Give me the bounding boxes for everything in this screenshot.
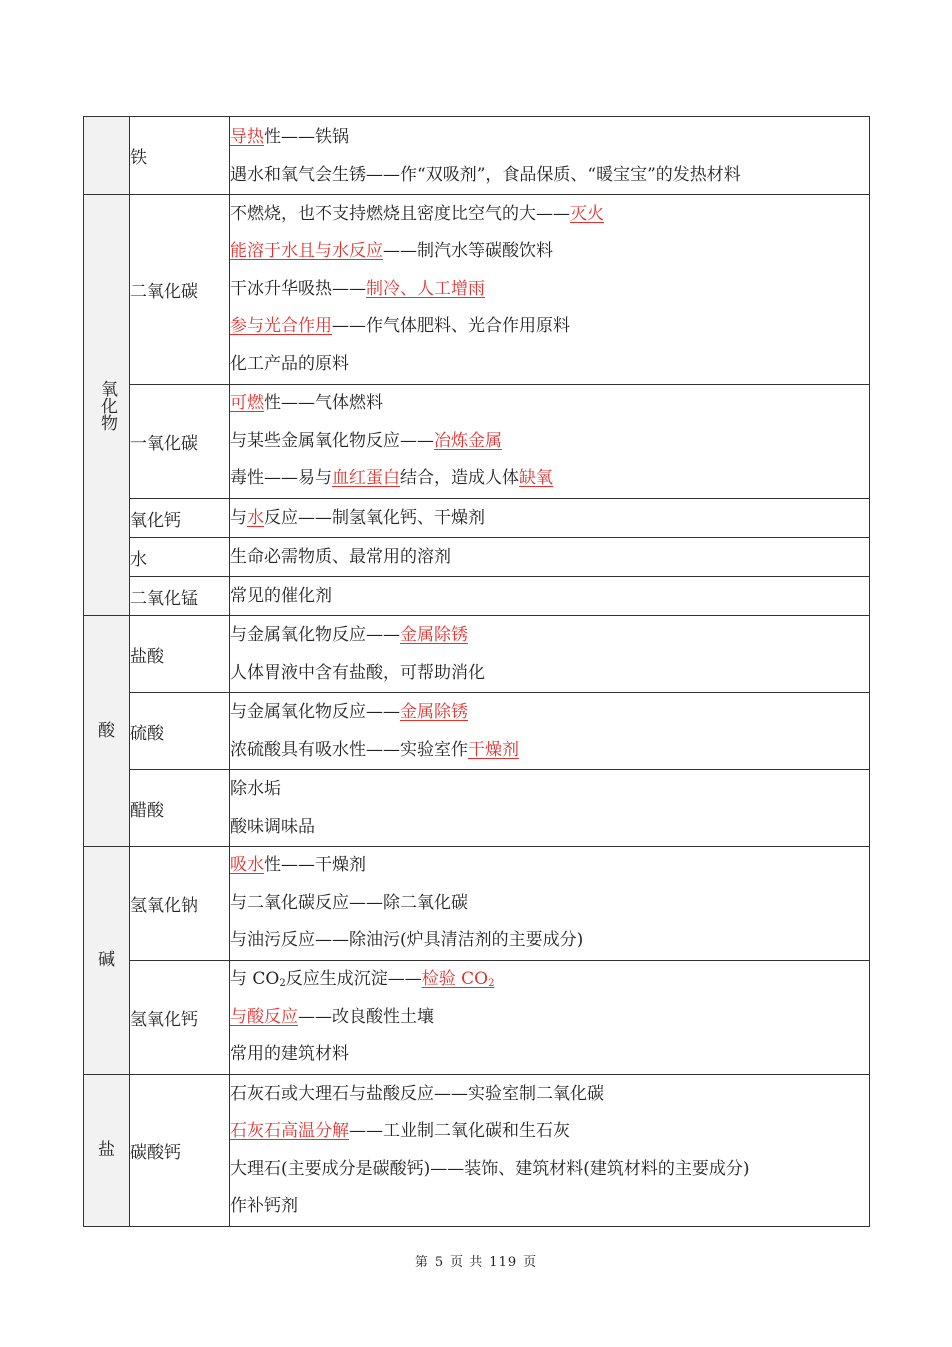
substance-name: 一氧化碳 [130,385,230,499]
usage-cell: 石灰石或大理石与盐酸反应——实验室制二氧化碳 石灰石高温分解——工业制二氧化碳和生石灰 大理石(主要成分是碳酸钙)——装饰、建筑材料(建筑材料的主要成分) 作补钙剂 [230,1075,870,1227]
table-row [84,770,870,847]
usage-cell: 常见的催化剂 [230,577,870,616]
usage-cell: 吸水性——干燥剂 与二氧化碳反应——除二氧化碳 与油污反应——除油污(炉具清洁剂的主要成分) [230,847,870,961]
substance-name: 水 [130,538,230,577]
category-base: 碱 [84,847,130,1075]
usage-cell: 与金属氧化物反应——金属除锈 浓硫酸具有吸水性——实验室作干燥剂 [230,693,870,770]
knowledge-table [83,116,870,1227]
table-row [84,195,870,385]
category-acid: 酸 [84,616,130,847]
usage-cell: 与 CO2反应生成沉淀——检验 CO2 与酸反应——改良酸性土壤 常用的建筑材料 [230,961,870,1075]
substance-name: 氢氧化钙 [130,961,230,1075]
substance-name: 铁 [130,117,230,195]
table-row [84,616,870,693]
page-number: 5 [434,1255,445,1270]
usage-cell: 与水反应——制氢氧化钙、干燥剂 [230,499,870,538]
substance-name: 盐酸 [130,616,230,693]
substance-name: 氧化钙 [130,499,230,538]
usage-cell: 导热性——铁锅 遇水和氧气会生锈——作“双吸剂”，食品保质、“暖宝宝”的发热材料 [230,117,870,195]
table-row [84,538,870,577]
usage-cell: 不燃烧，也不支持燃烧且密度比空气的大——灭火 能溶于水且与水反应——制汽水等碳酸饮料 干冰升华吸热——制冷、人工增雨 参与光合作用——作气体肥料、光合作用原料 化工产品的原料 [230,195,870,385]
table-row [84,961,870,1075]
table-row [84,117,870,195]
substance-name: 醋酸 [130,770,230,847]
usage-cell: 可燃性——气体燃料 与某些金属氧化物反应——冶炼金属 毒性——易与血红蛋白结合，造成人体缺氧 [230,385,870,499]
page-total: 119 [489,1255,518,1270]
category-oxide [84,195,130,616]
substance-name: 二氧化锰 [130,577,230,616]
category-salt: 盐 [84,1075,130,1227]
table-row [84,385,870,499]
substance-name: 碳酸钙 [130,1075,230,1227]
category-cell [84,117,130,195]
table-row [84,693,870,770]
substance-name: 氢氧化钠 [130,847,230,961]
substance-name: 硫酸 [130,693,230,770]
table-row [84,499,870,538]
highlight-text: 检验 CO2 [421,969,495,990]
usage-cell: 与金属氧化物反应——金属除锈 人体胃液中含有盐酸，可帮助消化 [230,616,870,693]
table-row [84,577,870,616]
category-label: 氧化物 [97,379,117,431]
table-row [84,1075,870,1227]
usage-cell: 除水垢 酸味调味品 [230,770,870,847]
table-row [84,847,870,961]
usage-cell: 生命必需物质、最常用的溶剂 [230,538,870,577]
substance-name: 二氧化碳 [130,195,230,385]
page-footer: 第 5 页 共 119 页 [414,1255,538,1270]
